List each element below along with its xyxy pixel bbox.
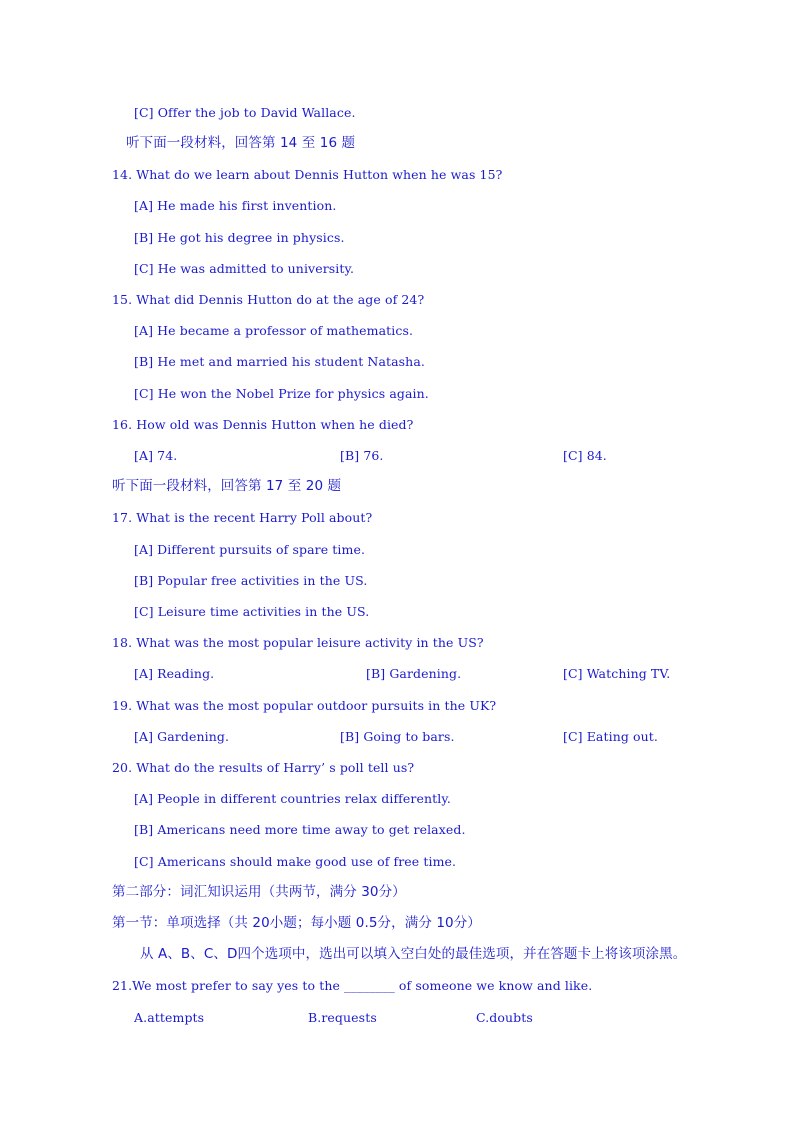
question-16: 16. How old was Dennis Hutton when he died? [112,417,414,432]
question-15-option-c: [C] He won the Nobel Prize for physics again. [134,386,429,401]
question-20-option-c: [C] Americans should make good use of free time. [134,854,457,869]
question-20-option-a: [A] People in different countries relax differently. [134,791,451,806]
part-two-heading: 第二部分：词汇知识运用（共两节，满分 30分） [112,884,406,900]
question-21-option-b: B.requests [308,1010,377,1025]
question-18-option-c: [C] Watching TV. [563,666,671,681]
question-19: 19. What was the most popular outdoor pursuits in the UK? [112,698,497,713]
question-18-option-b: [B] Gardening. [366,666,462,681]
question-14-option-b: [B] He got his degree in physics. [134,230,345,245]
question-14-option-c: [C] He was admitted to university. [134,261,355,276]
question-15-option-a: [A] He became a professor of mathematics. [134,323,414,338]
question-17-option-c: [C] Leisure time activities in the US. [134,604,370,619]
question-17-option-b: [B] Popular free activities in the US. [134,573,368,588]
question-15-option-b: [B] He met and married his student Natasha. [134,354,425,369]
question-17-option-a: [A] Different pursuits of spare time. [134,542,366,557]
question-18: 18. What was the most popular leisure activity in the US? [112,635,484,650]
question-16-option-b: [B] 76. [340,448,384,463]
question-21: 21.We most prefer to say yes to the ________ of someone we know and like. [112,978,593,993]
question-14: 14. What do we learn about Dennis Hutton when he was 15? [112,167,503,182]
question-21-option-c: C.doubts [476,1010,533,1025]
section-one-heading: 第一节：单项选择（共 20小题；每小题 0.5分，满分 10分） [112,915,481,931]
section-instruction: 从 A、B、C、D四个选项中，选出可以填入空白处的最佳选项，并在答题卡上将该项涂黑。 [140,946,687,962]
question-15: 15. What did Dennis Hutton do at the age of 24? [112,292,425,307]
question-20: 20. What do the results of Harry’ s poll tell us? [112,760,415,775]
question-17: 17. What is the recent Harry Poll about? [112,510,373,525]
listening-instruction-14-16: 听下面一段材料，回答第 14 至 16 题 [126,135,356,151]
question-14-option-a: [A] He made his first invention. [134,198,337,213]
question-21-option-a: A.attempts [134,1010,205,1025]
question-19-option-b: [B] Going to bars. [340,729,455,744]
question-16-option-c: [C] 84. [563,448,607,463]
question-18-option-a: [A] Reading. [134,666,215,681]
question-20-option-b: [B] Americans need more time away to get relaxed. [134,822,466,837]
listening-instruction-17-20: 听下面一段材料，回答第 17 至 20 题 [112,478,342,494]
question-13-option-c: [C] Offer the job to David Wallace. [134,105,356,120]
question-19-option-a: [A] Gardening. [134,729,230,744]
question-19-option-c: [C] Eating out. [563,729,658,744]
question-16-option-a: [A] 74. [134,448,178,463]
